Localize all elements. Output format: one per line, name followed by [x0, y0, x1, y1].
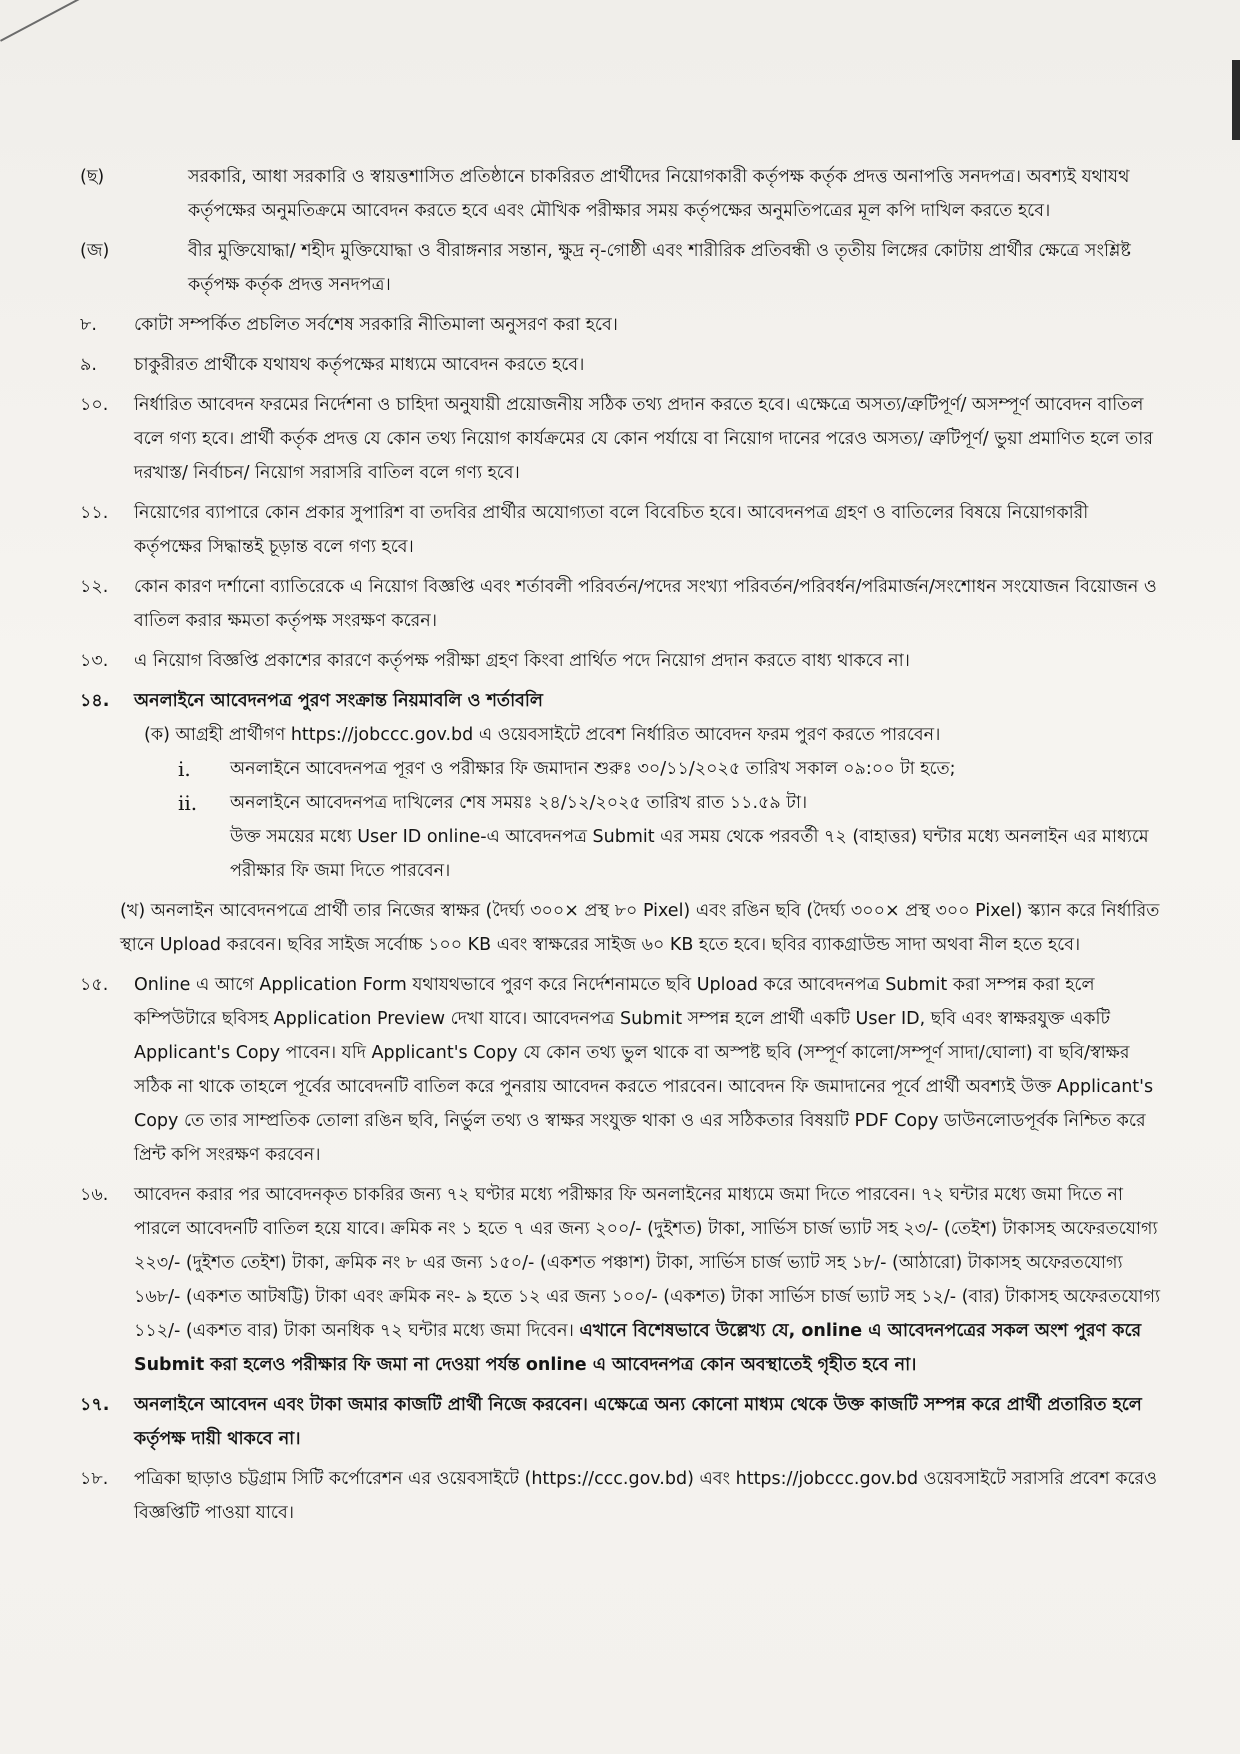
item-text: কোন কারণ দর্শানো ব্যাতিরেকে এ নিয়োগ বিজ্ঞপ্তি এবং শর্তাবলী পরিবর্তন/পদের সংখ্যা পরিবর্তন/পরিবর্ধন/পরিমার্জন/সংশোধন সংযোজন বিয়োজন ও বাতিল করার ক্ষমতা কর্তৃপক্ষ সংরক্ষণ করেন।: [134, 577, 1157, 631]
item-15: [80, 968, 1160, 1172]
item-text: এ নিয়োগ বিজ্ঞপ্তি প্রকাশের কারণে কর্তৃপক্ষ পরীক্ষা গ্রহণ কিংবা প্রার্থিত পদে নিয়োগ প্রদান করতে বাধ্য থাকবে না।: [134, 651, 910, 671]
item-number: ১০.: [80, 395, 109, 415]
paper-fold-mark: [0, 0, 116, 42]
item-11: [80, 496, 1160, 564]
item-text: চাকুরীরত প্রার্থীকে যথাযথ কর্তৃপক্ষের মাধ্যমে আবেদন করতে হবে।: [134, 355, 585, 375]
item-8: [80, 308, 1160, 342]
date-item-text: অনলাইনে আবেদনপত্র পূরণ ও পরীক্ষার ফি জমাদান শুরুঃ ৩০/১১/২০২৫ তারিখ সকাল ০৯:০০ টা হতে;: [230, 759, 956, 779]
roman-number: ii.: [178, 791, 198, 815]
item-emphasis: এখানে বিশেষভাবে উল্লেখ্য যে, online এ আবেদনপত্রের সকল অংশ পুরণ করে Submit করা হলেও পরীক্ষার ফি জমা না দেওয়া পর্যন্ত online এ আবেদনপত্র কোন অবস্থাতেই গৃহীত হবে না।: [134, 1321, 1142, 1375]
fee-note: উক্ত সময়ের মধ্যে User ID online-এ আবেদনপত্র Submit এর সময় থেকে পরবর্তী ৭২ (বাহাত্তর) ঘন্টার মধ্যে অনলাইন এর মাধ্যমে পরীক্ষার ফি জমা দিতে পারবেন।: [230, 827, 1149, 881]
item-number: ১৮.: [80, 1469, 109, 1489]
item-14-heading: [80, 684, 1160, 718]
item-text: নির্ধারিত আবেদন ফরমের নির্দেশনা ও চাহিদা অনুযায়ী প্রয়োজনীয় সঠিক তথ্য প্রদান করতে হবে। এক্ষেত্রে অসত্য/ত্রুটিপূর্ণ/ অসম্পূর্ণ আবেদন বাতিল বলে গণ্য হবে। প্রার্থী কর্তৃক প্রদত্ত যে কোন তথ্য নিয়োগ কার্যক্রমের যে কোন পর্যায়ে বা নিয়োগ দানের পরেও অসত্য/ ত্রুটিপূর্ণ/ ভুয়া প্রমাণিত হলে তার দরখাস্ত/ নির্বাচন/ নিয়োগ সরাসরি বাতিল বলে গণ্য হবে।: [134, 395, 1153, 483]
item-number: ১১.: [80, 503, 109, 523]
section-heading: অনলাইনে আবেদনপত্র পুরণ সংক্রান্ত নিয়মাবলি ও শর্তাবলি: [134, 691, 543, 711]
clause-ja: [80, 234, 1160, 302]
item-number: ১৩.: [80, 651, 109, 671]
item-number: ১৪.: [80, 691, 110, 711]
item-13: [80, 644, 1160, 678]
item-number: ১২.: [80, 577, 109, 597]
item-12: [80, 570, 1160, 638]
item-number: ৮.: [80, 315, 97, 335]
date-item-ii: [80, 786, 1160, 820]
item-number: ১৬.: [80, 1185, 109, 1205]
item-text: আবেদন করার পর আবেদনকৃত চাকরির জন্য ৭২ ঘণ্টার মধ্যে পরীক্ষার ফি অনলাইনের মাধ্যমে জমা দিতে পারবেন। ৭২ ঘন্টার মধ্যে জমা দিতে না পারলে আবেদনটি বাতিল হয়ে যাবে। ক্রমিক নং ১ হতে ৭ এর জন্য ২০০/- (দুইশত) টাকা, সার্ভিস চার্জ ভ্যাট সহ ২৩/- (তেইশ) টাকাসহ অফেরতযোগ্য ২২৩/- (দুইশত তেইশ) টাকা, ক্রমিক নং ৮ এর জন্য ১৫০/- (একশত পঞ্চাশ) টাকা, সার্ভিস চার্জ ভ্যাট সহ ১৮/- (আঠারো) টাকাসহ অফেরতযোগ্য ১৬৮/- (একশত আটষট্টি) টাকা এবং ক্রমিক নং- ৯ হতে ১২ এর জন্য ১০০/- (একশত) টাকা সার্ভিস চার্জ ভ্যাট সহ ১২/- (বার) টাকাসহ অফেরতযোগ্য ১১২/- (একশত বার) টাকা অনধিক ৭২ ঘন্টার মধ্যে জমা দিবেন।: [134, 1185, 1161, 1341]
item-text: Online এ আগে Application Form যথাযথভাবে পুরণ করে নির্দেশনামতে ছবি Upload করে আবেদনপত্র Submit করা সম্পন্ন করা হলে কম্পিউটারে ছবিসহ Application Preview দেখা যাবে। আবেদনপত্র Submit সম্পন্ন হলে প্রার্থী একটি User ID, ছবি এবং স্বাক্ষরযুক্ত একটি Applicant's Copy পাবেন। যদি Applicant's Copy যে কোন তথ্য ভুল থাকে বা অস্পষ্ট ছবি (সম্পূর্ণ কালো/সম্পূর্ণ সাদা/ঘোলা) বা ছবি/স্বাক্ষর সঠিক না থাকে তাহলে পূর্বের আবেদনটি বাতিল করে পুনরায় আবেদন করতে পারবেন। আবেদন ফি জমাদানের পূর্বে প্রার্থী অবশ্যই উক্ত Applicant's Copy তে তার সাম্প্রতিক তোলা রঙিন ছবি, নির্ভুল তথ্য ও স্বাক্ষর সংযুক্ত থাকা ও এর সঠিকতার বিষয়টি PDF Copy ডাউনলোডপূর্বক নিশ্চিত করে প্রিন্ট কপি সংরক্ষণ করবেন।: [134, 975, 1154, 1165]
roman-number: i.: [178, 757, 191, 781]
paper-edge-mark: [1232, 60, 1240, 140]
clause-text: বীর মুক্তিযোদ্ধা/ শহীদ মুক্তিযোদ্ধা ও বীরাঙ্গনার সন্তান, ক্ষুদ্র নৃ-গোষ্ঠী এবং শারীরিক প্রতিবন্ধী ও তৃতীয় লিঙ্গের কোটায় প্রার্থীর ক্ষেত্রে সংশ্লিষ্ট কর্তৃপক্ষ কর্তৃক প্রদত্ত সনদপত্র।: [188, 241, 1131, 295]
item-text: নিয়োগের ব্যাপারে কোন প্রকার সুপারিশ বা তদবির প্রার্থীর অযোগ্যতা বলে বিবেচিত হবে। আবেদনপত্র গ্রহণ ও বাতিলের বিষয়ে নিয়োগকারী কর্তৃপক্ষের সিদ্ধান্তই চূড়ান্ত বলে গণ্য হবে।: [134, 503, 1089, 557]
item-16: [80, 1178, 1160, 1382]
sub-clause-ka: (ক) আগ্রহী প্রার্থীগণ https://jobccc.gov.bd এ ওয়েবসাইটে প্রবেশ নির্ধারিত আবেদন ফরম পুরণ করতে পারবেন।: [144, 725, 941, 745]
sub-clause-kha: (খ) অনলাইন আবেদনপত্রে প্রার্থী তার নিজের স্বাক্ষর (দৈর্ঘ্য ৩০০× প্রস্থ ৮০ Pixel) এবং রঙিন ছবি (দৈর্ঘ্য ৩০০× প্রস্থ ৩০০ Pixel) স্ক্যান করে নির্ধারিত স্থানে Upload করবেন। ছবির সাইজ সর্বোচ্চ ১০০ KB এবং স্বাক্ষরের সাইজ ৬০ KB হতে হবে। ছবির ব্যাকগ্রাউন্ড সাদা অথবা নীল হতে হবে।: [120, 901, 1160, 955]
clause-label: (জ): [80, 241, 110, 261]
document-body: [80, 160, 1160, 1530]
date-item-i: [80, 752, 1160, 786]
item-number: ৯.: [80, 355, 97, 375]
clause-cha: [80, 160, 1160, 228]
date-item-text: অনলাইনে আবেদনপত্র দাখিলের শেষ সময়ঃ ২৪/১২/২০২৫ তারিখ রাত ১১.৫৯ টা।: [230, 793, 808, 813]
item-text: কোটা সম্পর্কিত প্রচলিত সর্বশেষ সরকারি নীতিমালা অনুসরণ করা হবে।: [134, 315, 618, 335]
item-text: অনলাইনে আবেদন এবং টাকা জমার কাজটি প্রার্থী নিজে করবেন। এক্ষেত্রে অন্য কোনো মাধ্যম থেকে উক্ত কাজটি সম্পন্ন করে প্রার্থী প্রতারিত হলে কর্তৃপক্ষ দায়ী থাকবে না।: [134, 1395, 1142, 1449]
item-10: [80, 388, 1160, 490]
item-18: [80, 1462, 1160, 1530]
item-text: পত্রিকা ছাড়াও চট্টগ্রাম সিটি কর্পোরেশন এর ওয়েবসাইটে (https://ccc.gov.bd) এবং https://jobccc.gov.bd ওয়েবসাইটে সরাসরি প্রবেশ করেও বিজ্ঞপ্তিটি পাওয়া যাবে।: [134, 1469, 1157, 1523]
item-number: ১৫.: [80, 975, 109, 995]
item-9: [80, 348, 1160, 382]
clause-text: সরকারি, আধা সরকারি ও স্বায়ত্তশাসিত প্রতিষ্ঠানে চাকরিরত প্রার্থীদের নিয়োগকারী কর্তৃপক্ষ কর্তৃক প্রদত্ত অনাপত্তি সনদপত্র। অবশ্যই যথাযথ কর্তৃপক্ষের অনুমতিক্রমে আবেদন করতে হবে এবং মৌখিক পরীক্ষার সময় কর্তৃপক্ষের অনুমতিপত্রের মূল কপি দাখিল করতে হবে।: [188, 167, 1130, 221]
item-number: ১৭.: [80, 1395, 110, 1415]
clause-label: (ছ): [80, 167, 105, 187]
item-17: [80, 1388, 1160, 1456]
